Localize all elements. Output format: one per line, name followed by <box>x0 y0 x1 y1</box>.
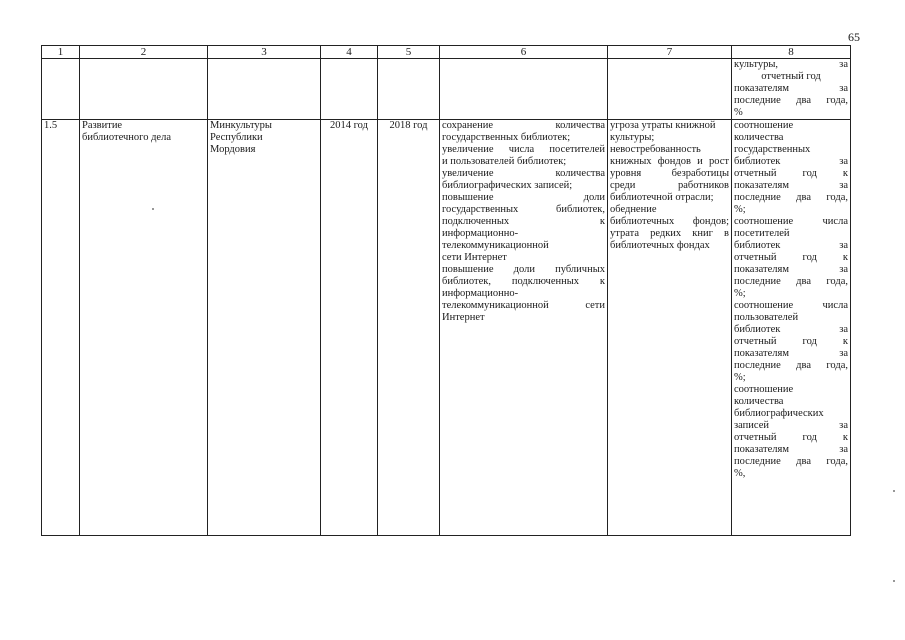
result-line: сети Интернет <box>442 252 507 263</box>
indicator-line: %; <box>734 288 746 299</box>
table-cell <box>440 59 608 120</box>
indicators <box>734 120 848 480</box>
indicator-line: последние два года, <box>734 456 848 467</box>
executor-line: Мордовия <box>210 144 256 155</box>
column-number: 8 <box>732 46 851 59</box>
column-number-row <box>42 46 851 59</box>
table-cell <box>378 59 440 120</box>
risks-cell <box>608 120 732 536</box>
expected-results <box>442 120 605 324</box>
indicators-cell <box>732 120 851 536</box>
indicator-line: библиотек за <box>734 156 848 167</box>
indicator-line: соотношение числа <box>734 300 848 311</box>
indicator-line: %, <box>734 468 746 479</box>
continued-indicators-cell <box>732 59 851 120</box>
table-cell <box>208 59 321 120</box>
indicator-line: показателям за <box>734 348 848 359</box>
risk-line: утрата редких книг в <box>610 228 729 239</box>
indicator-line: % <box>734 107 743 118</box>
result-line: информационно- <box>442 228 519 239</box>
risk-line: библиотечных фондов; <box>610 216 729 227</box>
indicator-line: посетителей <box>734 228 790 239</box>
result-line: библиотек, подключенных к <box>442 276 605 287</box>
result-line: увеличение числа посетителей <box>442 144 605 155</box>
column-number: 2 <box>80 46 208 59</box>
measure-name <box>82 120 205 144</box>
indicator-line: последние два года, <box>734 192 848 203</box>
measure-name-cell <box>80 120 208 536</box>
indicator-line: соотношение числа <box>734 216 848 227</box>
measure-name-line: библиотечного дела <box>82 132 171 143</box>
result-line: телекоммуникационной <box>442 240 549 251</box>
start-year: 2014 год <box>321 120 378 536</box>
column-number: 6 <box>440 46 608 59</box>
indicator-line: культуры, за <box>734 59 848 70</box>
risk-line: уровня безработицы <box>610 168 729 179</box>
result-line: подключенных к <box>442 216 605 227</box>
scan-speck <box>893 490 895 492</box>
indicator-line: соотношение <box>734 120 794 131</box>
result-line: государственных библиотек; <box>442 132 571 143</box>
indicator-line: %; <box>734 204 746 215</box>
risk-line: невостребованность <box>610 144 701 155</box>
indicator-line: последние два года, <box>734 360 848 371</box>
result-line: телекоммуникационной сети <box>442 300 605 311</box>
result-line: повышение доли <box>442 192 605 203</box>
indicator-line: %; <box>734 372 746 383</box>
indicator-line: отчетный год к <box>734 168 848 179</box>
indicator-line: отчетный год к <box>734 252 848 263</box>
result-line: увеличение количества <box>442 168 605 179</box>
indicator-line: последние два года, <box>734 276 848 287</box>
risk-line: библиотечной отрасли; <box>610 192 714 203</box>
indicator-line: отчетный год к <box>734 432 848 443</box>
expected-results-cell <box>440 120 608 536</box>
table-cell <box>321 59 378 120</box>
risk-line: книжных фондов и рост <box>610 156 729 167</box>
table-row <box>42 120 851 536</box>
indicator-line: количества <box>734 132 784 143</box>
indicator-line: показателям за <box>734 180 848 191</box>
indicator-line: показателям за <box>734 264 848 275</box>
risk-line: угроза утраты книжной <box>610 120 716 131</box>
indicator-line: библиотек за <box>734 240 848 251</box>
result-line: и пользователей библиотек; <box>442 156 567 167</box>
risk-line: обеднение <box>610 204 657 215</box>
indicator-line: последние два года, <box>734 95 848 106</box>
indicator-line: библиотек за <box>734 324 848 335</box>
measure-name-line: Развитие <box>82 120 123 131</box>
column-number: 5 <box>378 46 440 59</box>
scan-speck <box>152 208 154 210</box>
end-year: 2018 год <box>378 120 440 536</box>
result-line: сохранение количества <box>442 120 605 131</box>
continued-indicators-text <box>734 59 848 119</box>
executor <box>210 120 318 156</box>
continued-row <box>42 59 851 120</box>
column-number: 7 <box>608 46 732 59</box>
column-number: 4 <box>321 46 378 59</box>
table-cell <box>42 59 80 120</box>
executor-line: Республики <box>210 132 263 143</box>
executor-line: Минкультуры <box>210 120 272 131</box>
column-number: 3 <box>208 46 321 59</box>
risk-line: культуры; <box>610 132 655 143</box>
risk-line: библиотечных фондах <box>610 240 710 251</box>
column-number: 1 <box>42 46 80 59</box>
indicator-line: количества <box>734 396 784 407</box>
result-line: информационно- <box>442 288 519 299</box>
result-line: Интернет <box>442 312 485 323</box>
table-cell <box>608 59 732 120</box>
table-cell <box>80 59 208 120</box>
risk-line: среди работников <box>610 180 729 191</box>
result-line: государственных библиотек, <box>442 204 605 215</box>
indicator-line: государственных <box>734 144 811 155</box>
risks <box>610 120 729 252</box>
indicator-line: показателям за <box>734 444 848 455</box>
executor-cell <box>208 120 321 536</box>
indicator-line: записей за <box>734 420 848 431</box>
indicator-line: пользователей <box>734 312 799 323</box>
row-number: 1.5 <box>42 120 80 536</box>
indicator-line: показателям за <box>734 83 848 94</box>
scan-speck <box>893 580 895 582</box>
result-line: повышение доли публичных <box>442 264 605 275</box>
indicator-line: библиографических <box>734 408 824 419</box>
indicator-line: отчетный год к <box>734 336 848 347</box>
result-line: библиографических записей; <box>442 180 573 191</box>
indicator-line: отчетный год <box>761 71 821 82</box>
indicator-line: соотношение <box>734 384 794 395</box>
page-number: 65 <box>848 30 860 44</box>
program-table <box>41 45 851 536</box>
